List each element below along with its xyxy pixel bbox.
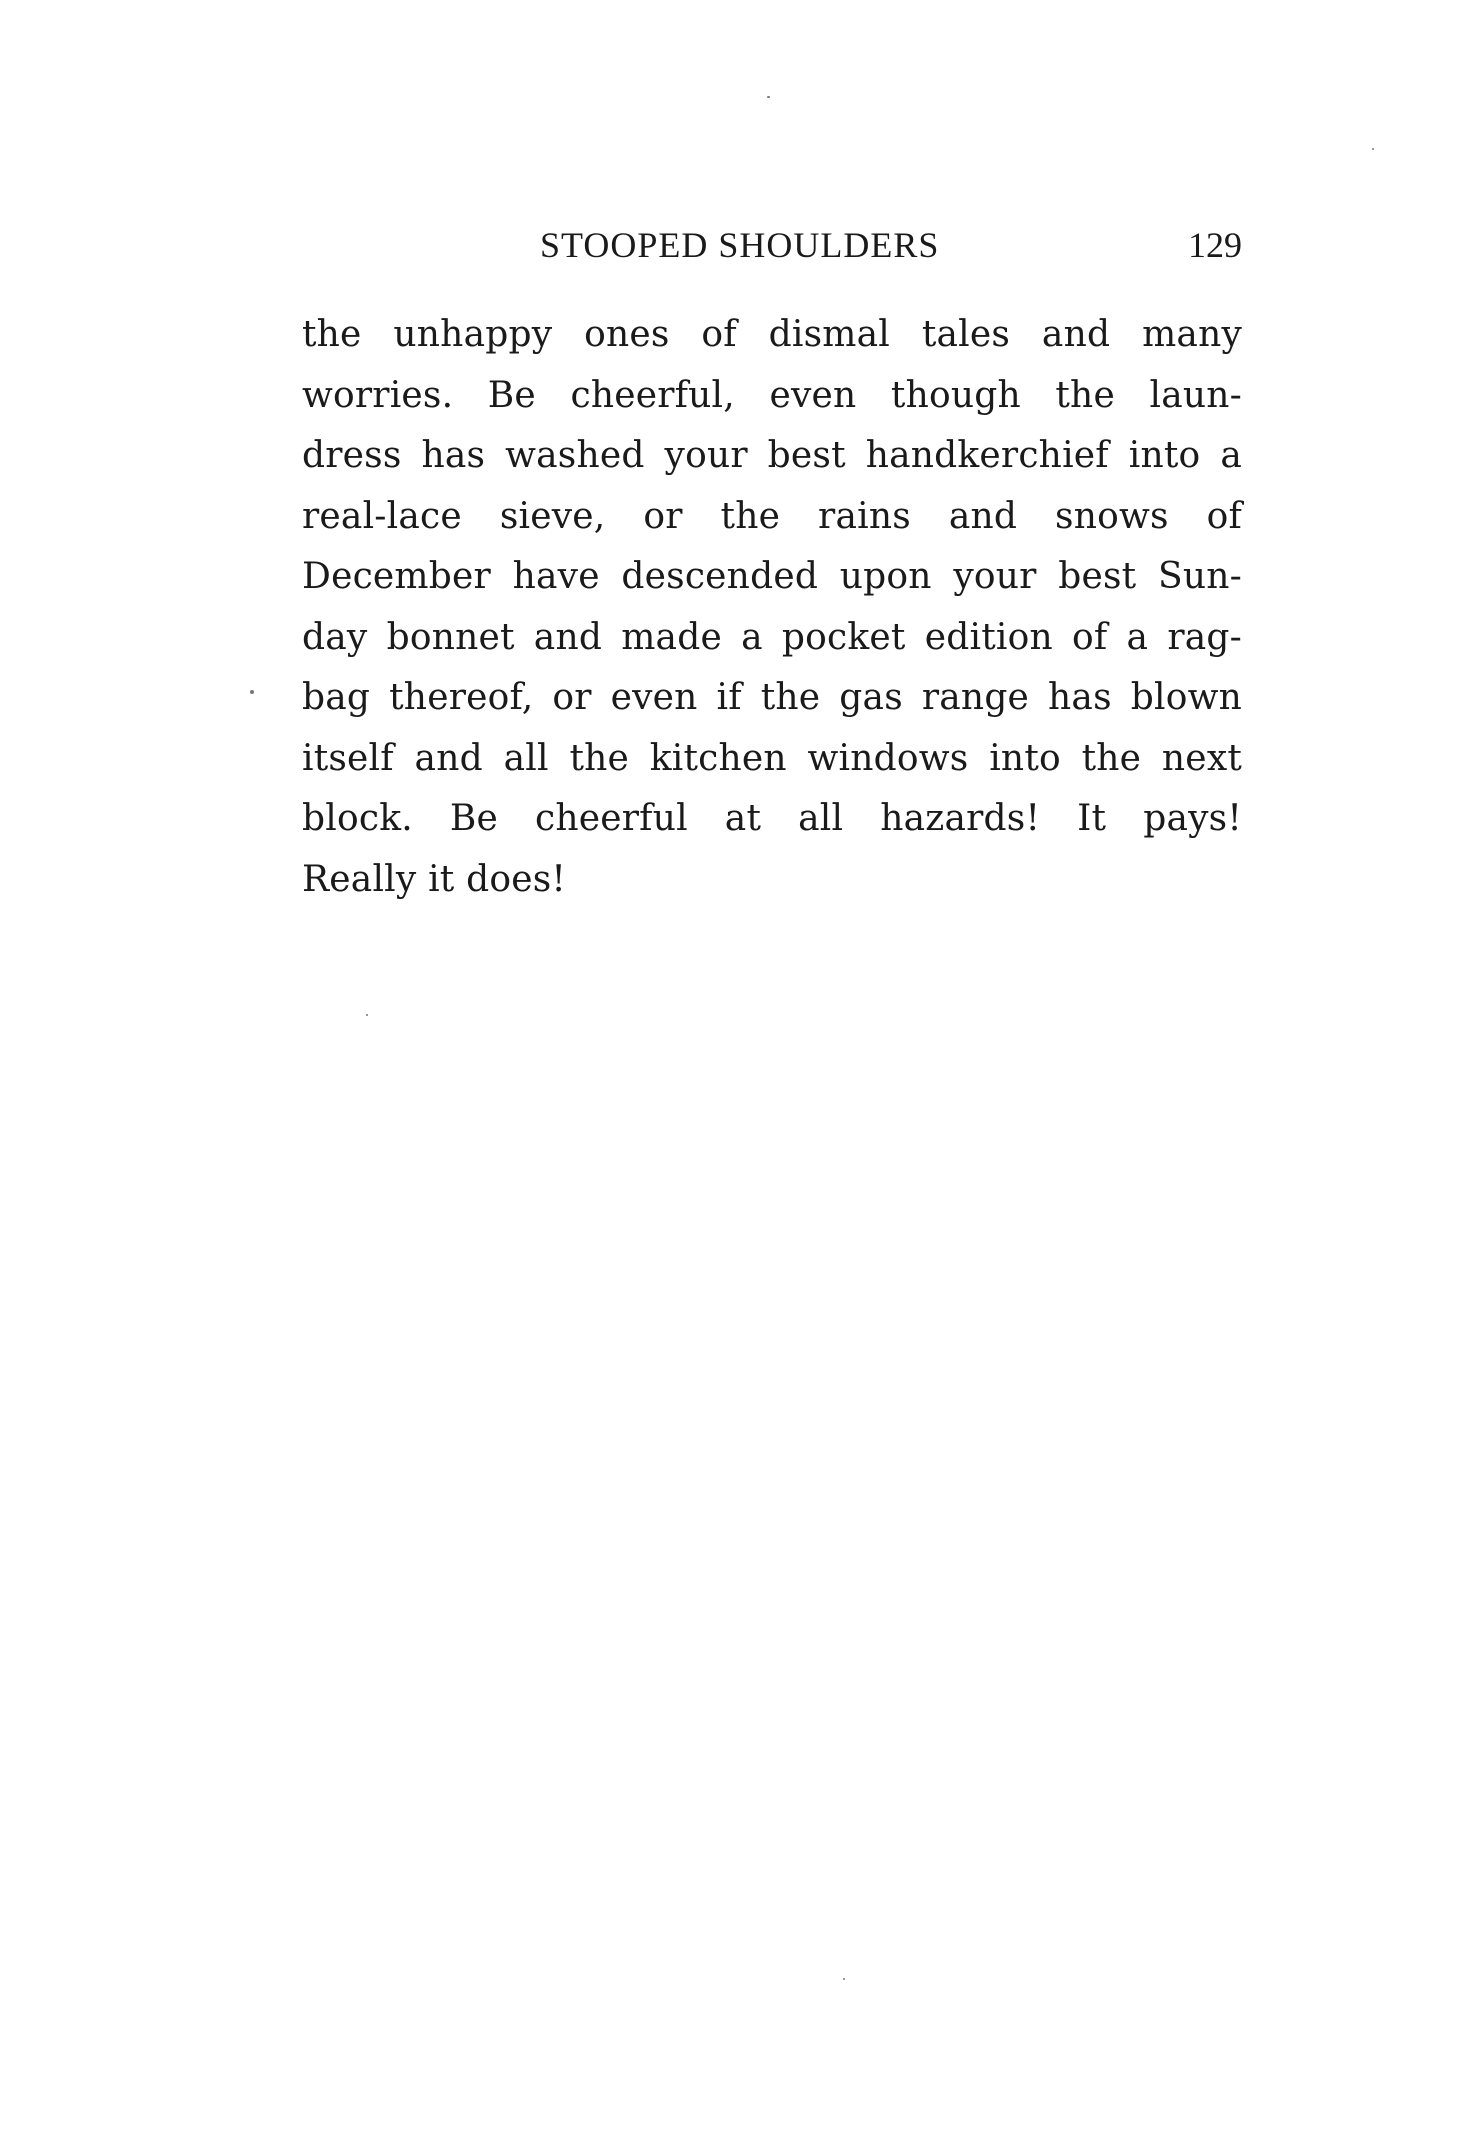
scan-speck <box>843 1978 845 1980</box>
text-line: the unhappy ones of dismal tales and many <box>302 314 1242 355</box>
body-paragraph <box>302 305 1242 910</box>
text-line: dress has washed your best handkerchief into a <box>302 435 1242 476</box>
scan-speck <box>250 690 254 694</box>
text-line: block. Be cheerful at all hazards! It pays! <box>302 798 1242 839</box>
page-number: 129 <box>1188 225 1242 265</box>
text-line: worries. Be cheerful, even though the laun- <box>302 374 1242 416</box>
text-line: day bonnet and made a pocket edition of a rag- <box>302 616 1242 658</box>
scan-speck <box>366 1014 368 1016</box>
text-line: December have descended upon your best Sun- <box>302 556 1242 597</box>
text-line: bag thereof, or even if the gas range has blown <box>302 677 1242 718</box>
running-title: STOOPED SHOULDERS <box>540 225 940 265</box>
text-line: itself and all the kitchen windows into the next <box>302 737 1242 779</box>
scan-speck <box>1372 148 1374 150</box>
text-line: Really it does! <box>302 858 567 900</box>
text-line: real-lace sieve, or the rains and snows of <box>302 495 1242 537</box>
running-head <box>302 220 1242 270</box>
scan-speck <box>767 96 770 98</box>
